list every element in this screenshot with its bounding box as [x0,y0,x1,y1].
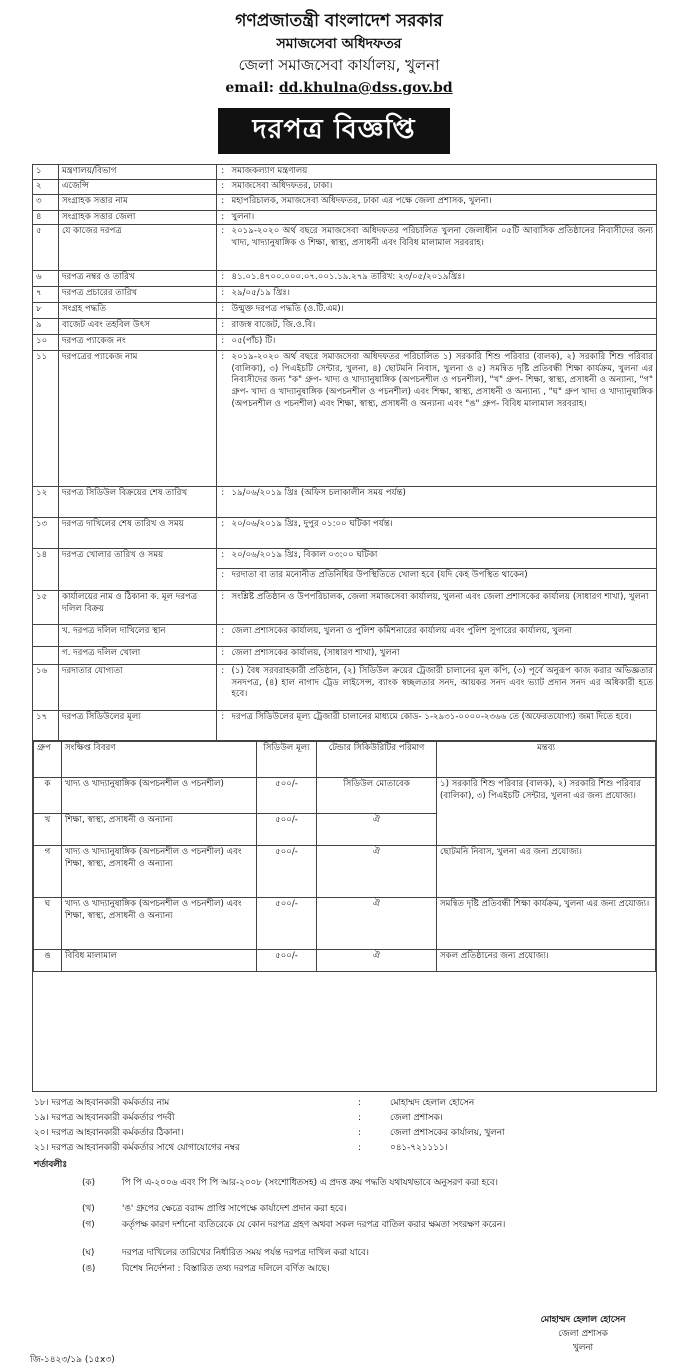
officer-label: ১৯। দরপত্র আহবানকারী কর্মকর্তার পদবী [34,1113,175,1123]
row-label: গ. দরপত্র দলিল খোলা [59,647,217,665]
row-label: দরদাতার যোগ্যতা [59,665,217,711]
row-number: ১৪ [33,549,59,591]
ad-code: জি-১৪২৩/১৯ (১৫x৩) [30,1355,115,1365]
row-label: মন্ত্রণালয়/বিভাগ [59,165,217,180]
row-label: সংগ্রাহক সত্তার নাম [59,194,217,210]
officer-colon: : [358,1113,361,1123]
term-mark: (খ) [82,1204,95,1214]
row-number: ১ [33,165,59,180]
schedule-desc: খাদ্য ও খাদ্যানুষাঙ্গিক (অপচনশীল ও পচনশীল) এবং শিক্ষা, স্বাস্থ্য, প্রসাধনী ও অন্যান্য [62,846,257,898]
schedule-security: ঐ [317,846,437,898]
row-colon: : [217,487,229,518]
row-value: উন্মুক্ত দরপত্র পদ্ধতি (ও.টি.এম)। [229,303,657,319]
row-number: ১৩ [33,518,59,549]
row-number: ২ [33,180,59,195]
row-number [33,647,59,665]
info-row [33,591,657,625]
schedule-data-row [34,950,656,972]
row-value: দরপত্র সিডিউলের মূল্য ট্রেজারী চালানের মাধ্যমে কোড- ১-২৯৩১-০০০০-২৩৬৬ তে (অফেরতযোগ্য) জমা দিতে হবে। [229,711,657,741]
officer-value: জেলা প্রশাসকের কার্যালয়, খুলনা [390,1128,505,1138]
officer-value: জেলা প্রশাসক। [390,1113,443,1123]
schedule-desc: খাদ্য ও খাদ্যানুষাঙ্গিক (অপচনশীল ও পচনশীল) এবং শিক্ষা, স্বাস্থ্য, প্রসাধনী ও অন্যান্য [62,898,257,950]
row-value: সমাজকল্যাণ মন্ত্রণালয় [229,165,657,180]
row-value: ২০/০৬/২০১৯ খ্রিঃ, দুপুর ০১:০০ ঘটিকা পর্যন্ত। [229,518,657,549]
row-number: ১৬ [33,665,59,711]
info-row [33,319,657,335]
schedule-cell [33,741,657,1092]
term-text: পি পি এ-২০০৬ এবং পি পি আর-২০০৮ (সংশোধিতসহ) এ প্রদত্ত ক্রয় পদ্ধতি যথাযথভাবে অনুসরণ করা হবে। [122,1178,498,1188]
schedule-group: খ [34,814,62,846]
schedule-price: ৫০০/- [257,778,317,814]
schedule-price: ৫০০/- [257,898,317,950]
row-colon: : [217,194,229,210]
row-label: কার্যালয়ের নাম ও ঠিকানা ক. মূল দরপত্র দলিল বিক্রয় [59,591,217,625]
email-line [0,80,678,96]
info-row [33,210,657,225]
row-value: সমাজসেবা অধিদফতর, ঢাকা। [229,180,657,195]
schedule-group: গ [34,846,62,898]
row-value: জেলা প্রশাসকের কার্যালয়, খুলনা ও পুলিশ কমিশনারের কার্যালয় এবং পুলিশ সুপারের কার্যালয়, খুলনা [229,625,657,647]
row-colon: : [217,625,229,647]
officer-value: মোহাম্মদ হেলাল হোসেন [390,1098,475,1108]
info-row [33,335,657,351]
schedule-security: ঐ [317,898,437,950]
row-value: মহাপরিচালক, সমাজসেবা অধিদফতর, ঢাকা এর পক্ষে জেলা প্রশাসক, খুলনা। [229,194,657,210]
row-number: ৫ [33,225,59,271]
officer-colon: : [358,1143,361,1153]
schedule-desc: খাদ্য ও খাদ্যানুষাঙ্গিক (অপচনশীল ও পচনশীল) [62,778,257,814]
term-mark: (ক) [82,1178,96,1188]
info-row [33,194,657,210]
term-text: 'ঙ' গ্রুপের ক্ষেত্রে বরাদ্দ প্রাপ্তি সাপেক্ষে কার্যাদেশ প্রদান করা হবে। [122,1204,347,1214]
row-colon: : [217,518,229,549]
row-value: (১) বৈধ সরবরাহকারী প্রতিষ্ঠান, (২) সিডিউল ক্রয়ের ট্রেজারী চালানের মূল কপি, (৩) পূর্বে অনুরূপ কাজ করার অভিজ্ঞতার সনদপত্র, (৪) হাল নাগাদ ট্রেড লাইসেন্স, ব্যাংক স্বচ্ছলতার সনদ, আয়কর সনদ এবং ভ্যাট প্রদান সনদ এর অধিকারী হতে হবে। [229,665,657,711]
row-colon: : [217,165,229,180]
schedule-data-row [34,846,656,898]
email-address[interactable]: dd.khulna@dss.gov.bd [278,80,453,96]
office-title: জেলা সমাজসেবা কার্যালয়, খুলনা [238,56,440,74]
row-colon: : [217,271,229,287]
row-value: ১৯/০৬/২০১৯ খ্রিঃ (অফিস চলাকালীন সময় পর্যন্ত) [229,487,657,518]
row-number: ৮ [33,303,59,319]
info-row [33,665,657,711]
schedule-header: টেন্ডার সিকিউরিটির পরিমাণ [317,742,437,778]
schedule-group: ক [34,778,62,814]
row-value: ০৫(পাঁচ) টি। [229,335,657,351]
department-title: সমাজসেবা অধিদফতর [276,36,402,52]
row-value: ২০/০৬/২০১৯ খ্রিঃ, বিকাল ০৩:০০ ঘটিকা [229,549,657,569]
schedule-security: সিডিউল মোতাবেক [317,778,437,814]
info-row [33,711,657,741]
term-text: কর্তৃপক্ষ কারণ দর্শানো ব্যতিরেকে যে কোন দরপত্র গ্রহণ অথবা সকল দরপত্র বাতিল করার ক্ষমতা সংরক্ষণ করেন। [122,1220,506,1230]
schedule-remark: সকল প্রতিষ্ঠানের জন্য প্রযোজ্য। [437,950,656,972]
info-row [33,647,657,665]
row-label: খ. দরপত্র দলিল দাখিলের স্থান [59,625,217,647]
row-label: দরপত্র প্যাকেজ নং [59,335,217,351]
officer-label: ১৮। দরপত্র আহবানকারী কর্মকর্তার নাম [34,1098,170,1108]
term-mark: (গ) [82,1220,95,1230]
row-number: ৬ [33,271,59,287]
schedule-row [33,741,657,1092]
info-row [33,549,657,569]
row-value: খুলনা। [229,210,657,225]
row-colon: : [217,210,229,225]
row-number: ৭ [33,287,59,303]
info-row [33,518,657,549]
government-title: গণপ্রজাতন্ত্রী বাংলাদেশ সরকার [235,11,443,31]
schedule-desc: বিবিধ মালামাল [62,950,257,972]
term-text: বিশেষ নির্দেশনা : বিস্তারিত তথ্য দরপত্র দলিলে বর্ণিত আছে। [122,1264,330,1274]
schedule-security: ঐ [317,950,437,972]
signature-title: জেলা প্রশাসক [558,1329,608,1339]
row-number: ১২ [33,487,59,518]
row-colon: : [217,569,229,591]
row-label: বাজেট এবং তহবিল উৎস [59,319,217,335]
row-colon: : [217,319,229,335]
row-colon: : [217,647,229,665]
info-row [33,351,657,487]
row-label: দরপত্র সিডিউলের মূল্য [59,711,217,741]
row-number [33,625,59,647]
row-value: সংশ্লিষ্ট প্রতিষ্ঠান ও উপপরিচালক, জেলা সমাজসেবা কার্যালয়, খুলনা এবং জেলা প্রশাসকের কার্যালয় (সাধারণ শাখা), খুলনা [229,591,657,625]
schedule-header: মন্তব্য [437,742,656,778]
row-label: দরপত্র দাখিলের শেষ তারিখ ও সময় [59,518,217,549]
schedule-price: ৫০০/- [257,814,317,846]
officer-label: ২০। দরপত্র আহবানকারী কর্মকর্তার ঠিকানা। [34,1128,184,1138]
row-number: ১০ [33,335,59,351]
tender-notice-banner: দরপত্র বিজ্ঞপ্তি [218,108,450,154]
officer-colon: : [358,1098,361,1108]
officer-colon: : [358,1128,361,1138]
row-number: ১১ [33,351,59,487]
schedule-desc: শিক্ষা, স্বাস্থ্য, প্রসাধনী ও অন্যান্য [62,814,257,846]
row-label: দরপত্রের প্যাকেজ নাম [59,351,217,487]
row-colon: : [217,303,229,319]
schedule-price: ৫০০/- [257,846,317,898]
schedule-data-row [34,778,656,814]
term-text: দরপত্র দাখিলের তারিখের নির্ধারিত সময় পর্যন্ত দরপত্র দাখিল করা যাবে। [122,1248,369,1258]
row-value: ২০১৯-২০২০ অর্থ বছরে সমাজসেবা অধিদফতর পরিচালিত ১) সরকারি শিশু পরিবার (বালক), ২) সরকারি শিশু পরিবার (বালিকা), ৩) পিএইচটি সেন্টার, খুলনা, ৪) ছোটমনি নিবাস, খুলনা ও ৫) সমন্বিত দৃষ্টি প্রতিবন্ধী শিক্ষা কার্যক্রম, খুলনা এর নিবাসীদের জন্য "ক" গ্রুপ- খাদ্য ও খাদ্যানুষাঙ্গিক (অপচনশীল ও পচনশীল), "খ" গ্রুপ- শিক্ষা, স্বাস্থ্য, প্রসাধনী ও অন্যান্য, "গ" গ্রুপ- খাদ্য ও খাদ্যানুষাঙ্গিক (অপচনশীল ও পচনশীল) এবং শিক্ষা, স্বাস্থ্য, প্রসাধনী ও অন্যান্য , "ঘ" গ্রুপ খাদ্য ও খাদ্যানুষাঙ্গিক (অপচনশীল ও পচনশীল) এবং শিক্ষা, স্বাস্থ্য, প্রসাধনী ও অন্যান্য এবং "ঙ" গ্রুপ- বিবিধ মালামাল সরবরাহ। [229,351,657,487]
row-colon: : [217,711,229,741]
email-label: email: [225,80,274,96]
row-value: ২০১৯-২০২০ অর্থ বছরে সমাজসেবা অধিদফতর পরিচালিত খুলনা জেলাধীন ০৫টি আবাসিক প্রতিষ্ঠানের নিবাসীদের জন্য খাদ্য, খাদ্যানুষাঙ্গিক ও শিক্ষা, স্বাস্থ্য, প্রসাধনী এবং বিবিধ মালামাল সরবরাহ। [229,225,657,271]
row-value: জেলা প্রশাসকের কার্যালয়, (সাধারণ শাখা), খুলনা [229,647,657,665]
row-label: দরপত্র প্রচারের তারিখ [59,287,217,303]
schedule-security: ঐ [317,814,437,846]
row-colon: : [217,180,229,195]
row-label: সংগ্রহ পদ্ধতি [59,303,217,319]
schedule-group: ঘ [34,898,62,950]
schedule-header: সংক্ষিপ্ত বিবরণ [62,742,257,778]
row-number: ১৭ [33,711,59,741]
info-row [33,271,657,287]
schedule-remark: ১) সরকারি শিশু পরিবার (বালক), ২) সরকারি শিশু পরিবার (বালিকা), ৩) পিএইচটি সেন্টার, খুলনা এর জন্য প্রযোজ্য। [437,778,656,846]
info-row [33,625,657,647]
info-row [33,165,657,180]
row-value: ৪১.০১.৪৭০০.০০০.০৭.০০১.১৯.২৭৯ তারিখ: ২৩/০৫/২০১৯খ্রিঃ। [229,271,657,287]
row-colon: : [217,287,229,303]
term-mark: (ঙ) [82,1264,96,1274]
row-label: দরপত্র খোলার তারিখ ও সময় [59,549,217,591]
schedule-remark: সমন্বিত দৃষ্টি প্রতিবন্ধী শিক্ষা কার্যক্রম, খুলনা এর জন্য প্রযোজ্য। [437,898,656,950]
row-colon: : [217,591,229,625]
row-label: দরপত্র নম্বর ও তারিখ [59,271,217,287]
info-row [33,487,657,518]
row-value: ২৯/০৫/১৯ খ্রিঃ। [229,287,657,303]
terms-title: শর্তাবলীঃ [34,1160,68,1170]
row-number: ৯ [33,319,59,335]
row-value: রাজস্ব বাজেট, জি.ও.বি। [229,319,657,335]
row-number: ১৫ [33,591,59,625]
info-row [33,180,657,195]
schedule-header: সিডিউল মূল্য [257,742,317,778]
row-number: ৪ [33,210,59,225]
row-colon: : [217,225,229,271]
row-colon: : [217,549,229,569]
term-mark: (ঘ) [82,1248,95,1258]
officer-label: ২১। দরপত্র আহবানকারী কর্মকর্তার সাথে যোগাযোগের নম্বর [34,1143,240,1153]
signature-place: খুলনা [572,1343,594,1353]
row-number: ৩ [33,194,59,210]
row-label: দরপত্র সিডিউল বিক্রয়ের শেষ তারিখ [59,487,217,518]
schedule-price: ৫০০/- [257,950,317,972]
info-row [33,287,657,303]
info-row [33,303,657,319]
row-label: এজেন্সি [59,180,217,195]
schedule-header: গ্রুপ [34,742,62,778]
schedule-table [33,741,656,972]
schedule-remark: ছোটমনি নিবাস, খুলনা এর জন্য প্রযোজ্য। [437,846,656,898]
row-colon: : [217,665,229,711]
row-colon: : [217,351,229,487]
info-row [33,225,657,271]
row-label: যে কাজের দরপত্র [59,225,217,271]
tender-info-table [32,164,657,1092]
schedule-header-row [34,742,656,778]
signature-name: মোহাম্মদ হেলাল হোসেন [540,1315,626,1325]
schedule-data-row [34,898,656,950]
row-colon: : [217,335,229,351]
row-value: দরদাতা বা তার মনোনীত প্রতিনিধির উপস্থিতিতে খোলা হবে (যদি কেহ উপস্থিত থাকেন) [229,569,657,591]
officer-value: ০৪১-৭২১১১১। [390,1143,448,1153]
schedule-group: ঙ [34,950,62,972]
row-label: সংগ্রাহক সত্তার জেলা [59,210,217,225]
